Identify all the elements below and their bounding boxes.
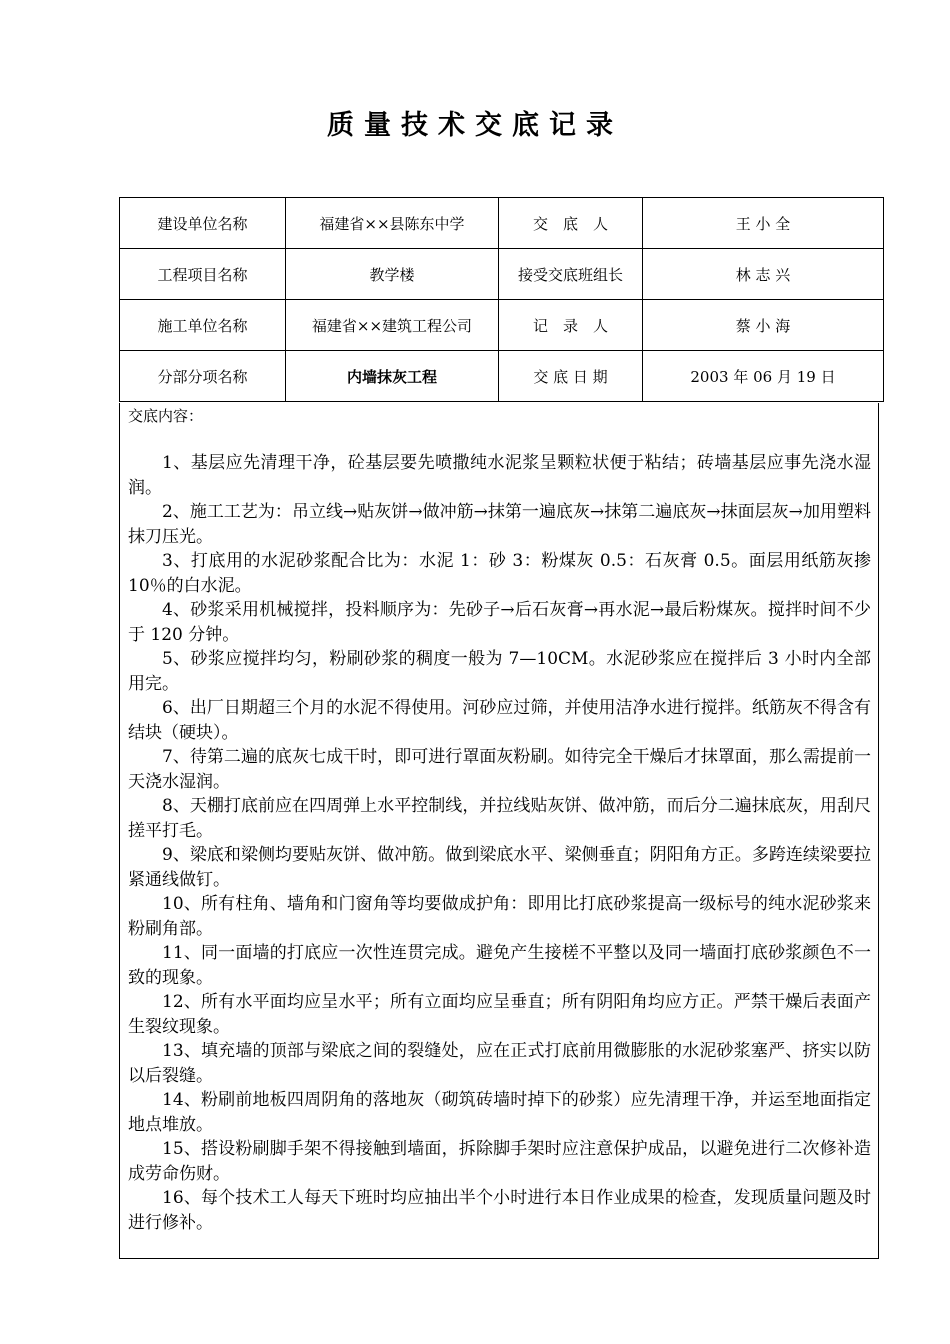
project-name-value: 内墙抹灰工程 bbox=[286, 351, 499, 402]
content-items bbox=[128, 451, 871, 1235]
list-item: 4、砂浆采用机械搅拌，投料顺序为：先砂子→后石灰膏→再水泥→最后粉煤灰。搅拌时间不少于 120 分钟。 bbox=[128, 600, 871, 645]
table-row bbox=[120, 300, 884, 351]
list-item: 14、粉刷前地板四周阴角的落地灰（砌筑砖墙时掉下的砂浆）应先清理干净，并运至地面指定地点堆放。 bbox=[128, 1090, 871, 1135]
list-item: 9、梁底和梁侧均要贴灰饼、做冲筋。做到梁底水平、梁侧垂直；阴阳角方正。多跨连续梁要拉紧通线做钉。 bbox=[128, 845, 871, 890]
cell-value: 王 小 全 bbox=[643, 198, 884, 249]
page-title: 质量技术交底记录 bbox=[327, 110, 623, 141]
cell-value: 教学楼 bbox=[286, 249, 499, 300]
cell-value: 蔡 小 海 bbox=[643, 300, 884, 351]
list-item: 8、天棚打底前应在四周弹上水平控制线，并拉线贴灰饼、做冲筋，而后分二遍抹底灰，用刮尺搓平打毛。 bbox=[128, 796, 871, 841]
cell-label: 建设单位名称 bbox=[120, 198, 286, 249]
list-item: 5、砂浆应搅拌均匀，粉刷砂浆的稠度一般为 7—10CM。水泥砂浆应在搅拌后 3 小时内全部用完。 bbox=[128, 649, 871, 694]
cell-label: 接受交底班组长 bbox=[499, 249, 643, 300]
list-item: 12、所有水平面均应呈水平；所有立面均应呈垂直；所有阴阳角均应方正。严禁干燥后表面产生裂纹现象。 bbox=[128, 992, 871, 1037]
cell-label: 交 底 人 bbox=[499, 198, 643, 249]
table-row bbox=[120, 249, 884, 300]
list-item: 2、施工工艺为：吊立线→贴灰饼→做冲筋→抹第一遍底灰→抹第二遍底灰→抹面层灰→加用塑料抹刀压光。 bbox=[128, 502, 871, 547]
list-item: 16、每个技术工人每天下班时均应抽出半个小时进行本日作业成果的检查，发现质量问题及时进行修补。 bbox=[128, 1188, 871, 1233]
list-item: 11、同一面墙的打底应一次性连贯完成。避免产生接槎不平整以及同一墙面打底砂浆颜色不一致的现象。 bbox=[128, 943, 871, 988]
cell-value: 2003 年 06 月 19 日 bbox=[643, 351, 884, 402]
cell-label: 施工单位名称 bbox=[120, 300, 286, 351]
cell-label: 记 录 人 bbox=[499, 300, 643, 351]
list-item: 6、出厂日期超三个月的水泥不得使用。河砂应过筛，并使用洁净水进行搅拌。纸筋灰不得含有结块（硬块）。 bbox=[128, 698, 871, 743]
cell-value: 林 志 兴 bbox=[643, 249, 884, 300]
list-item: 13、填充墙的顶部与梁底之间的裂缝处，应在正式打底前用微膨胀的水泥砂浆塞严、挤实以防以后裂缝。 bbox=[128, 1041, 871, 1086]
cell-label: 工程项目名称 bbox=[120, 249, 286, 300]
table-row bbox=[120, 351, 884, 402]
content-box bbox=[119, 403, 879, 1259]
info-table bbox=[119, 197, 884, 402]
list-item: 10、所有柱角、墙角和门窗角等均要做成护角：即用比打底砂浆提高一级标号的纯水泥砂浆来粉刷角部。 bbox=[128, 894, 871, 939]
list-item: 15、搭设粉刷脚手架不得接触到墙面，拆除脚手架时应注意保护成品，以避免进行二次修补造成劳命伤财。 bbox=[128, 1139, 871, 1184]
cell-value: 福建省××县陈东中学 bbox=[286, 198, 499, 249]
list-item: 7、待第二遍的底灰七成干时，即可进行罩面灰粉刷。如待完全干燥后才抹罩面，那么需提前一天浇水湿润。 bbox=[128, 747, 871, 792]
cell-label: 交 底 日 期 bbox=[499, 351, 643, 402]
cell-label: 分部分项名称 bbox=[120, 351, 286, 402]
cell-value: 福建省××建筑工程公司 bbox=[286, 300, 499, 351]
content-label: 交底内容： bbox=[128, 407, 204, 425]
list-item: 1、基层应先清理干净，砼基层要先喷撒纯水泥浆呈颗粒状便于粘结；砖墙基层应事先浇水湿润。 bbox=[128, 453, 871, 498]
table-row bbox=[120, 198, 884, 249]
list-item: 3、打底用的水泥砂浆配合比为：水泥 1：砂 3：粉煤灰 0.5：石灰膏 0.5。面层用纸筋灰掺 10％的白水泥。 bbox=[128, 551, 871, 596]
